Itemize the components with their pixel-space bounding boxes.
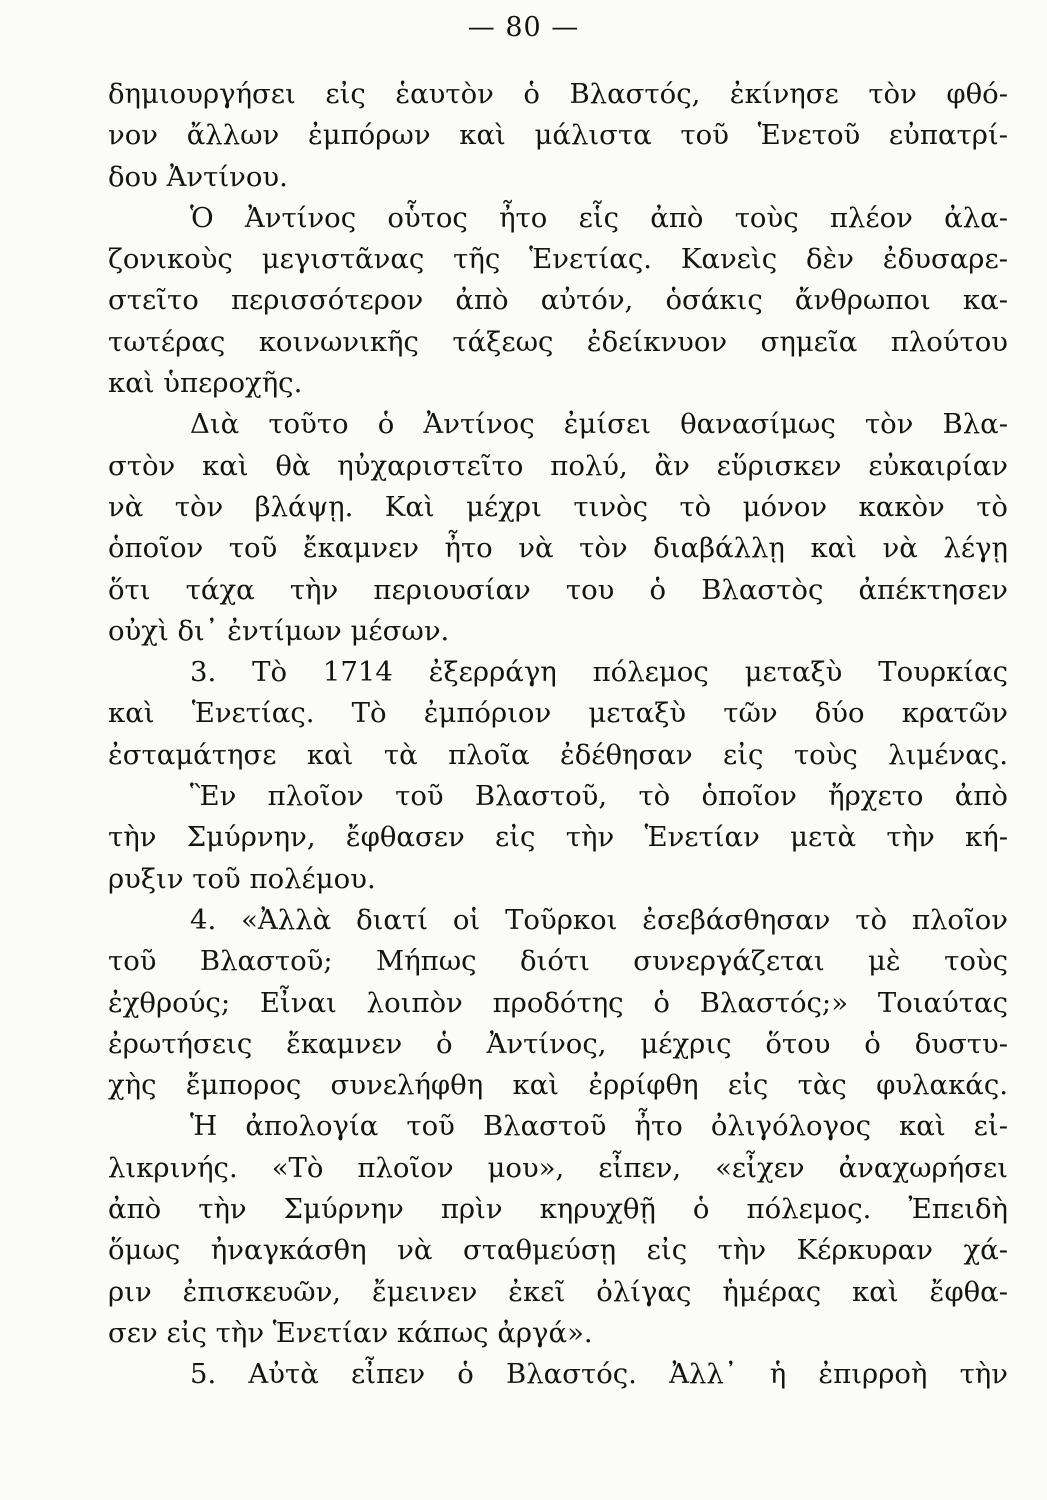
text-line: δου Ἀντίνου. (108, 160, 288, 193)
text-line: ρυξιν τοῦ πολέμου. (108, 862, 376, 895)
paragraph-first-line: Ὁ Ἀντίνος οὗτος ἦτο εἷς ἀπὸ τοὺς πλέον ἀλα- (190, 201, 1008, 234)
text-line: καὶ ὑπεροχῆς. (108, 367, 303, 400)
text-line: νον ἄλλων ἐμπόρων καὶ μάλιστα τοῦ Ἑνετοῦ εὐπατρί- (108, 119, 1008, 152)
page-number: — 80 — (467, 12, 580, 43)
text-line: νὰ τὸν βλάψῃ. Καὶ μέχρι τινὸς τὸ μόνον κακὸν τὸ (108, 490, 1008, 523)
section-3-first-line: 3. Τὸ 1714 ἐξερράγη πόλεμος μεταξὺ Τουρκίας (190, 656, 1008, 689)
text-line: χὴς ἔμπορος συνελήφθη καὶ ἐρρίφθη εἰς τὰς φυλακάς. (108, 1069, 1008, 1102)
text-line: στεῖτο περισσότερον ἀπὸ αὐτόν, ὁσάκις ἄνθρωποι κα- (108, 284, 1008, 317)
text-line: ἐχθρούς; Εἶναι λοιπὸν προδότης ὁ Βλαστός;» Τοιαύτας (108, 986, 1008, 1019)
text-line: λικρινής. «Τὸ πλοῖον μου», εἶπεν, «εἶχεν ἀναχωρήσει (108, 1151, 1008, 1184)
text-line: τωτέρας κοινωνικῆς τάξεως ἐδείκνυον σημεῖα πλούτου (108, 325, 1008, 358)
paragraph-first-line: Ἓν πλοῖον τοῦ Βλαστοῦ, τὸ ὁποῖον ἤρχετο ἀπὸ (190, 780, 1008, 813)
text-line: σεν εἰς τὴν Ἑνετίαν κάπως ἀργά». (108, 1316, 593, 1349)
text-line: ἐρωτήσεις ἔκαμνεν ὁ Ἀντίνος, μέχρις ὅτου ὁ δυστυ- (108, 1027, 1008, 1060)
text-line: ὅτι τάχα τὴν περιουσίαν του ὁ Βλαστὸς ἀπέκτησεν (108, 573, 1008, 606)
text-line: οὐχὶ δι᾽ ἐντίμων μέσων. (108, 614, 450, 647)
text-line: τὴν Σμύρνην, ἔφθασεν εἰς τὴν Ἑνετίαν μετὰ τὴν κή- (108, 821, 1008, 854)
text-line: τοῦ Βλαστοῦ; Μήπως διότι συνεργάζεται μὲ τοὺς (108, 945, 1008, 978)
text-line: ἐσταμάτησε καὶ τὰ πλοῖα ἐδέθησαν εἰς τοὺς λιμένας. (108, 738, 1008, 771)
text-line: δημιουργήσει εἰς ἑαυτὸν ὁ Βλαστός, ἐκίνησε τὸν φθό- (108, 78, 1008, 110)
section-5-first-line: 5. Αὐτὰ εἶπεν ὁ Βλαστός. Ἀλλ᾽ ἡ ἐπιρροὴ τὴν (190, 1358, 1008, 1391)
text-line: ὁποῖον τοῦ ἔκαμνεν ἦτο νὰ τὸν διαβάλλῃ καὶ νὰ λέγῃ (108, 532, 1008, 565)
text-line: ζονικοὺς μεγιστᾶνας τῆς Ἑνετίας. Κανεὶς δὲν ἐδυσαρε- (108, 243, 1008, 276)
text-line: ριν ἐπισκευῶν, ἔμεινεν ἐκεῖ ὀλίγας ἡμέρας καὶ ἔφθα- (108, 1275, 1008, 1308)
text-line: ὅμως ἠναγκάσθη νὰ σταθμεύσῃ εἰς τὴν Κέρκυραν χά- (108, 1234, 1008, 1267)
section-4-first-line: 4. «Ἀλλὰ διατί οἱ Τοῦρκοι ἐσεβάσθησαν τὸ πλοῖον (190, 903, 1008, 936)
body-text (108, 74, 1008, 1396)
text-line: στὸν καὶ θὰ ηὐχαριστεῖτο πολύ, ἂν εὕρισκεν εὐκαιρίαν (108, 449, 1008, 482)
paragraph-first-line: Διὰ τοῦτο ὁ Ἀντίνος ἐμίσει θανασίμως τὸν Βλα- (190, 408, 1008, 441)
paragraph-first-line: Ἡ ἀπολογία τοῦ Βλαστοῦ ἦτο ὀλιγόλογος καὶ εἰ- (190, 1110, 1008, 1143)
text-line: καὶ Ἑνετίας. Τὸ ἐμπόριον μεταξὺ τῶν δύο κρατῶν (108, 697, 1008, 730)
text-line: ἀπὸ τὴν Σμύρνην πρὶν κηρυχθῇ ὁ πόλεμος. Ἐπειδὴ (108, 1193, 1008, 1226)
